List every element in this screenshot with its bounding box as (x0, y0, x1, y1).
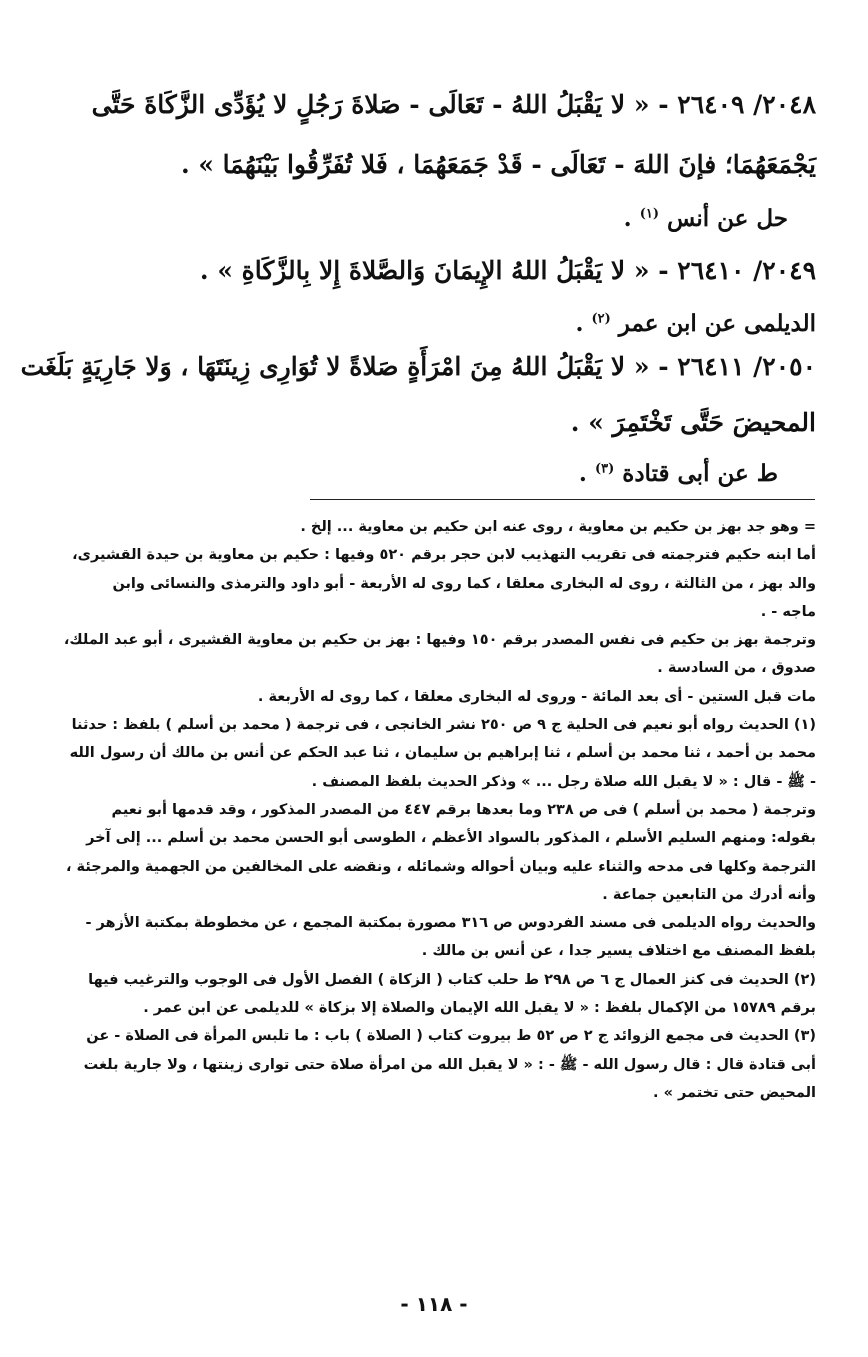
footnote-line: والد بهز ، من الثالثة ، روى له البخارى معلقا ، كما روى له الأربعة - أبو داود والترمذى والنسائى وابن (112, 575, 816, 592)
footnote-line: وترجمة ( محمد بن أسلم ) فى ص ٢٣٨ وما بعدها برقم ٤٤٧ من المصدر المذكور ، وقد قدمها أبو نعيم (111, 801, 816, 818)
footnote-line: ماجه - . (760, 603, 816, 620)
footnote-divider (310, 499, 815, 500)
footnote-line: صدوق ، من السادسة . (657, 660, 816, 677)
source-text: الديلمى عن ابن عمر (618, 310, 816, 337)
footnote-ref-2: (٢) (591, 311, 611, 327)
footnote-line: أما ابنه حكيم فترجمته فى تقريب التهذيب لابن حجر برقم ٥٢٠ وفيها : حكيم بن معاوية بن حيدة القشيرى، (72, 547, 816, 564)
source-text: حل عن أنس (667, 205, 788, 232)
footnote-line: = وهو جد بهز بن حكيم بن معاوية ، روى عنه ابن حكيم بن معاوية ... إلخ . (300, 519, 816, 535)
footnote-line: مات قبل الستين - أى بعد المائة - وروى له البخارى معلقا ، كما روى له الأربعة . (257, 688, 816, 705)
source-end: . (623, 205, 632, 232)
footnote-line: المحيض حتى تختمر » . (653, 1084, 816, 1101)
footnote-line: (٣) الحديث فى مجمع الزوائد ج ٢ ص ٥٢ ط بيروت كتاب ( الصلاة ) باب : ما تلبس المرأة فى الصلاة - عن (86, 1028, 816, 1045)
hadith-2049-source (575, 312, 816, 335)
source-end: . (578, 460, 587, 487)
footnote-line: محمد بن أحمد ، ثنا محمد بن أسلم ، ثنا إبراهيم بن سليمان ، ثنا عبد الحكم عن أنس بن مالك أن رسول الله (69, 745, 816, 762)
footnote-line: بقوله: ومنهم السليم الأسلم ، المذكور بالسواد الأعظم ، الطوسى أبو الحسن محمد بن أسلم ... إلى آخر (86, 830, 816, 847)
footnote-line: وأنه أدرك من التابعين جماعة . (602, 886, 816, 903)
hadith-2050-line-2: المحيضَ حَتَّى تَخْتَمِرَ » . (570, 408, 816, 437)
hadith-2048-line-2: يَجْمَعَهُمَا؛ فإنَ اللهَ - تَعَالَى - قَدْ جَمَعَهُمَا ، فَلا تُفَرِّقُوا بَيْنَهُمَا » . (180, 150, 816, 179)
footnote-ref-1: (١) (639, 206, 659, 222)
hadith-2048-source (624, 207, 788, 230)
footnote-ref-3: (٣) (594, 461, 615, 477)
hadith-2050-line-1: ٢٠٥٠/ ٢٦٤١١ - « لا يَقْبَلُ اللهُ مِنَ امْرَأَةٍ صَلاةً لا تُوَارِى زِينَتَهَا ، وَلا جَارِيَةٍ بَلَغَت (20, 352, 816, 381)
source-text: ط عن أبى قتادة (622, 460, 778, 487)
footnote-line: أبى قتادة قال : قال رسول الله - ﷺ - : « لا يقبل الله من امرأة صلاة حتى توارى زينتها ، ولا جارية بلغت (83, 1056, 816, 1073)
page-number: - ١١٨ - (400, 1292, 468, 1316)
footnote-line: (١) الحديث رواه أبو نعيم فى الحلية ج ٩ ص ٢٥٠ نشر الخانجى ، فى ترجمة ( محمد بن أسلم ) بلفظ : حدثنا (71, 717, 816, 734)
footnote-line: والحديث رواه الديلمى فى مسند الفردوس ص ٣١٦ مصورة بمكتبة المجمع ، عن مخطوطة بمكتبة الأزهر - (85, 915, 816, 932)
footnote-line: - ﷺ - قال : « لا يقبل الله صلاة رجل ... » وذكر الحديث بلفظ المصنف . (311, 773, 816, 790)
footnotes (38, 513, 816, 1107)
hadith-2048-line-1: ٢٠٤٨/ ٢٦٤٠٩ - « لا يَقْبَلُ اللهُ - تَعَالَى - صَلاةَ رَجُلٍ لا يُؤَدِّى الزَّكَاةَ حَتَّى (91, 90, 816, 119)
footnote-line: بلفظ المصنف مع اختلاف يسير جدا ، عن أنس بن مالك . (421, 943, 816, 960)
hadith-2049-line-1: ٢٠٤٩/ ٢٦٤١٠ - « لا يَقْبَلُ اللهُ الإِيمَانَ وَالصَّلاةَ إِلا بِالزَّكَاةِ » . (199, 256, 816, 285)
hadith-2050-source (579, 462, 778, 485)
footnote-line: وترجمة بهز بن حكيم فى نفس المصدر برقم ١٥٠ وفيها : بهز بن حكيم بن معاوية القشيرى ، أبو عبد الملك، (63, 632, 816, 649)
source-end: . (575, 310, 584, 337)
footnote-line: الترجمة وكلها فى مدحه والثناء عليه وبيان أحواله وشمائله ، ونقضه على المخالفين من الجهمية والمرجئة ، (66, 858, 816, 875)
footnote-line: (٢) الحديث فى كنز العمال ج ٦ ص ٢٩٨ ط حلب كتاب ( الزكاة ) الفصل الأول فى الوجوب والترغيب فيها (88, 971, 816, 988)
footnote-line: برقم ١٥٧٨٩ من الإكمال بلفظ : « لا يقبل الله الإيمان والصلاة إلا بزكاة » للديلمى عن ابن عمر . (143, 1000, 816, 1017)
